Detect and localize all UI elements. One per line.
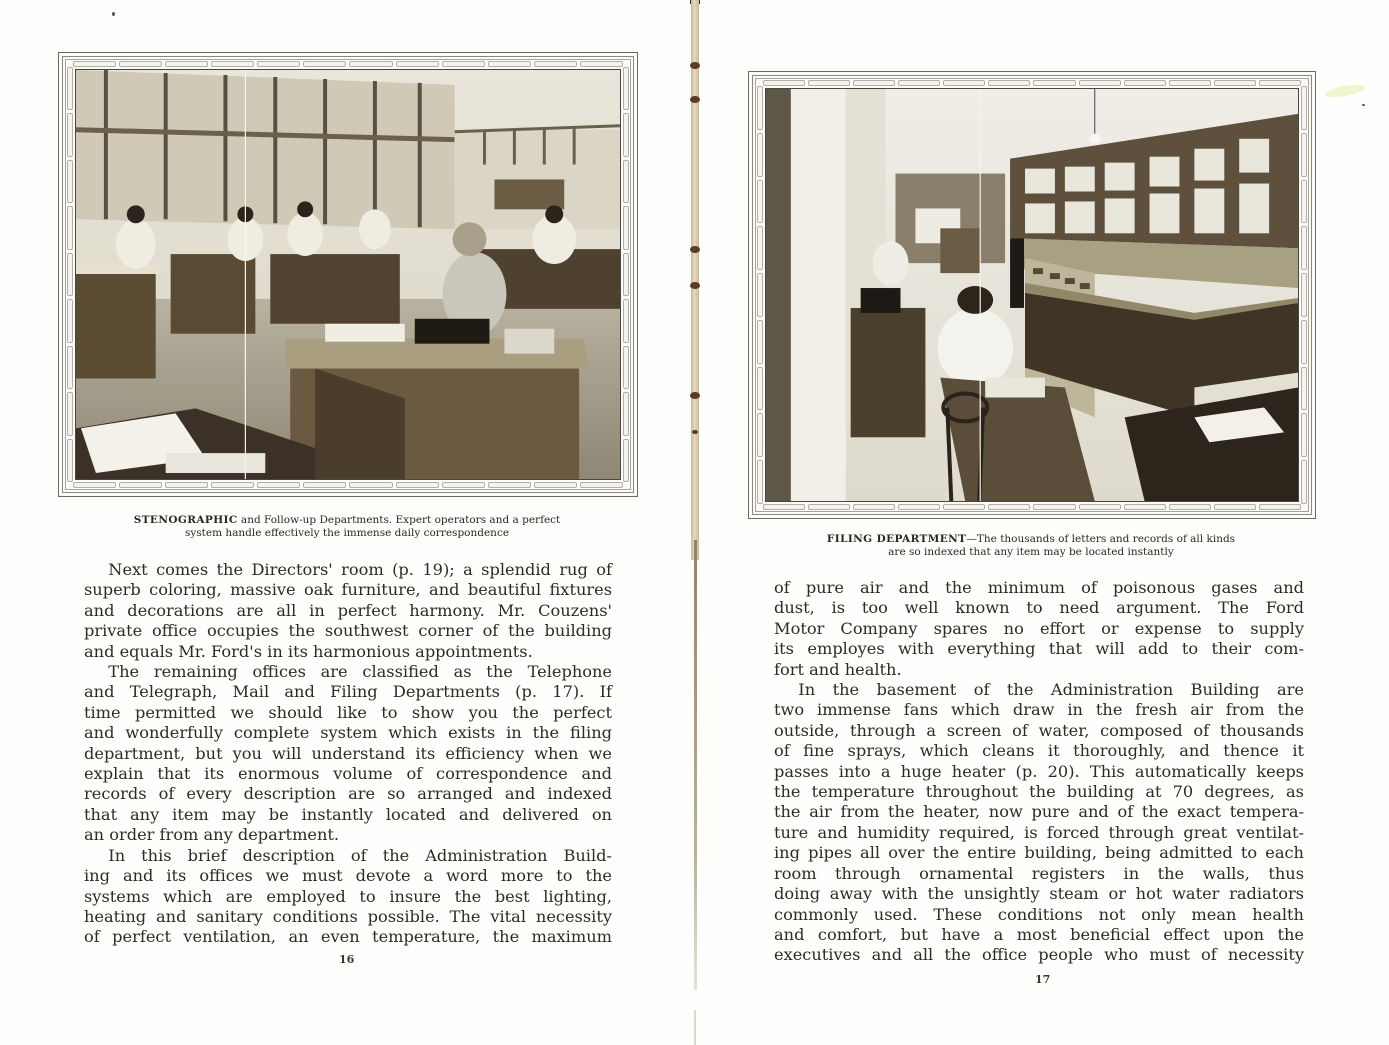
text-line: and wonderfully complete system which exists in the filing xyxy=(84,723,612,743)
text-line: executives and all the office people who must of necessity xyxy=(774,945,1304,965)
binding-thread xyxy=(694,540,697,990)
office-photo-illustration xyxy=(76,70,620,479)
caption-line-1: —The thousands of letters and records of all kinds xyxy=(966,533,1236,545)
text-line: its employes with everything that will add to their com- xyxy=(774,639,1304,659)
text-line: that any item may be instantly located and delivered on xyxy=(84,804,612,824)
text-line: an order from any department. xyxy=(84,825,340,845)
text-line: heating and sanitary conditions possible. The vital necessity xyxy=(84,906,612,926)
page-number-left: 16 xyxy=(339,953,355,966)
text-line: In the basement of the Administration Building are xyxy=(798,680,1304,700)
text-line: fort and health. xyxy=(774,659,902,679)
binding-stitch xyxy=(690,96,700,103)
text-line: ture and humidity required, is forced through great ventilat- xyxy=(774,822,1304,842)
frame-rail-bottom xyxy=(73,482,623,488)
paragraph xyxy=(774,680,1304,966)
text-line: private office occupies the southwest corner of the building xyxy=(84,621,612,641)
text-line: The remaining offices are classified as the Telephone xyxy=(108,662,612,682)
text-line: and decorations are all in perfect harmony. Mr. Couzens' xyxy=(84,600,612,620)
frame-rail-top xyxy=(763,80,1301,86)
text-line: systems which are employed to insure the best lighting, xyxy=(84,886,612,906)
right-page xyxy=(700,0,1389,1045)
stenographic-office-photo xyxy=(75,69,621,480)
text-line: dust, is too well known to need argument. The Ford xyxy=(774,598,1304,618)
text-line: ing pipes all over the entire building, being admitted to each xyxy=(774,843,1304,863)
frame-rail-right xyxy=(1301,86,1307,504)
binding-stitch xyxy=(690,392,700,399)
binding-stitch xyxy=(690,246,700,253)
stenographic-photo-frame xyxy=(58,52,638,497)
text-line: explain that its enormous volume of correspondence and xyxy=(84,764,612,784)
text-line: and Telegraph, Mail and Filing Departments (p. 17). If xyxy=(84,682,612,702)
binding-stitch xyxy=(690,62,700,69)
text-line: room through ornamental registers in the walls, thus xyxy=(774,863,1304,883)
text-line: passes into a huge heater (p. 20). This automatically keeps xyxy=(774,761,1304,781)
caption-line-2: system handle effectively the immense daily correspondence xyxy=(184,527,510,539)
binding-stitch xyxy=(692,430,698,434)
caption-line-2: are so indexed that any item may be located instantly xyxy=(888,546,1174,558)
text-line: records of every description are so arranged and indexed xyxy=(84,784,612,804)
paragraph xyxy=(84,846,612,948)
frame-rail-left xyxy=(67,67,73,482)
text-line: doing away with the unsightly steam or hot water radiators xyxy=(774,884,1304,904)
scan-smudge xyxy=(1324,83,1365,100)
text-line: two immense fans which draw in the fresh air from the xyxy=(774,700,1304,720)
text-line: department, but you will understand its efficiency when we xyxy=(84,743,612,763)
filing-department-photo xyxy=(765,88,1299,502)
text-line: Motor Company spares no effort or expense to supply xyxy=(774,618,1304,638)
binding-band xyxy=(691,0,699,560)
scan-speck xyxy=(1362,104,1365,106)
frame-rail-bottom xyxy=(763,504,1301,510)
text-line: commonly used. These conditions not only mean health xyxy=(774,904,1304,924)
text-line: time permitted we should like to show you the perfect xyxy=(84,702,612,722)
frame-rail-right xyxy=(623,67,629,482)
frame-rail-left xyxy=(757,86,763,504)
paragraph xyxy=(84,662,612,846)
page-number-right: 17 xyxy=(1035,973,1051,986)
binding-stitch xyxy=(690,282,700,289)
text-line: the temperature throughout the building at 70 degrees, as xyxy=(774,782,1304,802)
text-line: outside, through a screen of water, composed of thousands xyxy=(774,720,1304,740)
left-page xyxy=(0,0,690,1045)
caption-lead: STENOGRAPHIC xyxy=(133,514,238,526)
text-line: the air from the heater, now pure and of the exact tempera- xyxy=(774,802,1304,822)
text-line: superb coloring, massive oak furniture, and beautiful fixtures xyxy=(84,580,612,600)
caption-line-1: and Follow-up Departments. Expert operators and a perfect xyxy=(237,514,561,526)
paragraph xyxy=(84,560,612,662)
paragraph xyxy=(774,578,1304,680)
text-line: of perfect ventilation, an even temperature, the maximum xyxy=(84,927,612,947)
text-line: ing and its offices we must devote a word more to the xyxy=(84,866,612,886)
frame-rail-top xyxy=(73,61,623,67)
caption-lead: FILING DEPARTMENT xyxy=(826,533,967,545)
left-page-body-text xyxy=(84,560,612,948)
text-line: Next comes the Directors' room (p. 19); a splendid rug of xyxy=(108,560,612,579)
text-line: of pure air and the minimum of poisonous gases and xyxy=(774,578,1304,597)
filing-photo-frame xyxy=(748,71,1316,519)
filing-caption xyxy=(748,533,1314,559)
text-line: In this brief description of the Administration Build- xyxy=(108,845,612,865)
filing-photo-illustration xyxy=(766,89,1298,501)
binding-thread-end xyxy=(694,1010,696,1045)
right-page-body-text xyxy=(774,578,1304,966)
text-line: and equals Mr. Ford's in its harmonious appointments. xyxy=(84,641,533,661)
text-line: and comfort, but have a most beneficial effect upon the xyxy=(774,924,1304,944)
stenographic-caption xyxy=(60,514,634,540)
scan-speck xyxy=(112,12,115,16)
text-line: of fine sprays, which cleans it thoroughly, and thence it xyxy=(774,741,1304,761)
